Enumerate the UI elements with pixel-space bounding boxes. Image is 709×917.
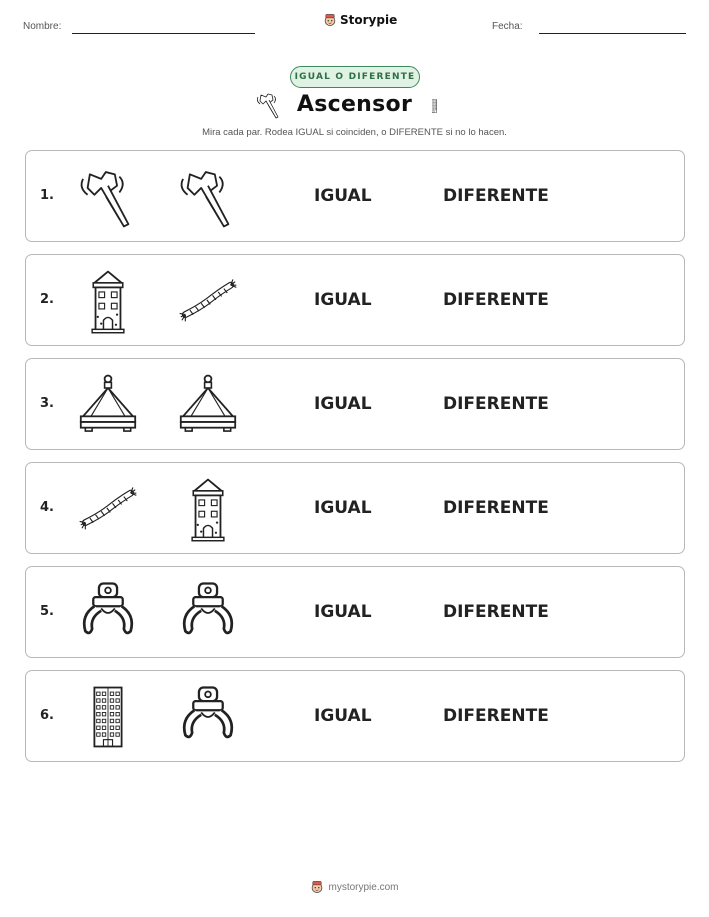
footer-site: mystorypie.com — [328, 881, 399, 893]
row-number: 1. — [40, 188, 54, 203]
row-number: 4. — [40, 500, 54, 515]
elevator-platform-icon — [74, 371, 142, 439]
tall-building-icon — [74, 683, 142, 751]
worksheet-header — [0, 0, 709, 50]
footer — [0, 880, 709, 894]
name-label: Nombre: — [23, 21, 62, 32]
question-row-2 — [25, 254, 685, 346]
option-igual[interactable]: IGUAL — [314, 498, 372, 518]
question-row-4 — [25, 462, 685, 554]
grabber-claw-icon — [174, 579, 242, 647]
worksheet-type-badge: IGUAL O DIFERENTE — [290, 66, 420, 88]
option-diferente[interactable]: DIFERENTE — [443, 498, 549, 518]
grabber-claw-icon — [174, 683, 242, 751]
row-number: 6. — [40, 708, 54, 723]
option-igual[interactable]: IGUAL — [314, 394, 372, 414]
option-diferente[interactable]: DIFERENTE — [443, 186, 549, 206]
option-igual[interactable]: IGUAL — [314, 290, 372, 310]
axe-icon — [174, 163, 242, 231]
rope-icon — [74, 475, 142, 543]
storypie-logo — [323, 13, 397, 27]
option-igual[interactable]: IGUAL — [314, 706, 372, 726]
row-number: 5. — [40, 604, 54, 619]
option-igual[interactable]: IGUAL — [314, 602, 372, 622]
question-row-1 — [25, 150, 685, 242]
name-line[interactable] — [72, 33, 255, 34]
question-row-5 — [25, 566, 685, 658]
rope-icon — [174, 267, 242, 335]
option-igual[interactable]: IGUAL — [314, 186, 372, 206]
row-number: 2. — [40, 292, 54, 307]
tower-icon — [174, 475, 242, 543]
date-line[interactable] — [539, 33, 686, 34]
option-diferente[interactable]: DIFERENTE — [443, 290, 549, 310]
tower-icon — [74, 267, 142, 335]
date-label: Fecha: — [492, 21, 523, 32]
question-row-3 — [25, 358, 685, 450]
grabber-claw-icon — [74, 579, 142, 647]
question-row-6 — [25, 670, 685, 762]
option-diferente[interactable]: DIFERENTE — [443, 706, 549, 726]
storypie-mascot-icon — [310, 880, 324, 894]
option-diferente[interactable]: DIFERENTE — [443, 602, 549, 622]
brand-name: Storypie — [340, 13, 398, 27]
option-diferente[interactable]: DIFERENTE — [443, 394, 549, 414]
page-title: Ascensor — [296, 92, 413, 117]
title-row — [0, 90, 709, 124]
row-number: 3. — [40, 396, 54, 411]
axe-icon — [74, 163, 142, 231]
instructions: Mira cada par. Rodea IGUAL si coinciden, o DIFERENTE si no lo hacen. — [202, 127, 507, 138]
storypie-mascot-icon — [323, 13, 337, 27]
elevator-platform-icon — [174, 371, 242, 439]
tall-building-icon — [432, 92, 450, 120]
